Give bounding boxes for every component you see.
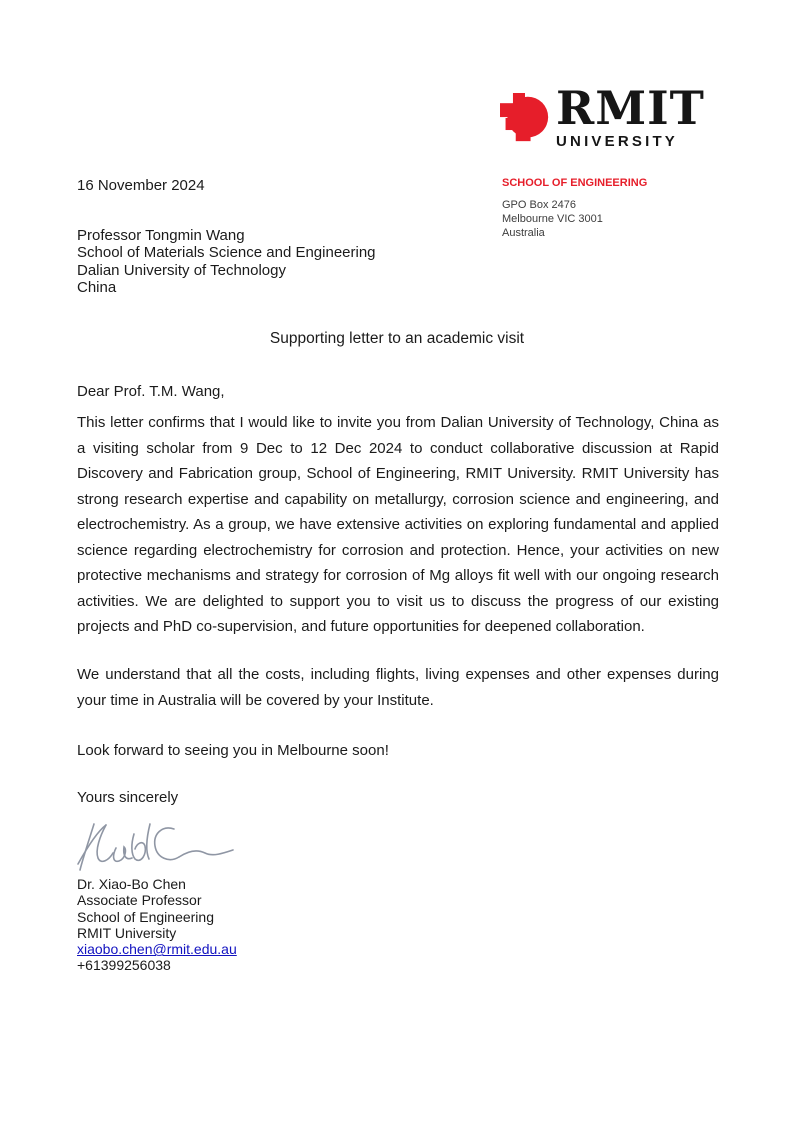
rmit-pixel-ball-icon bbox=[500, 90, 550, 146]
body-paragraph: Look forward to seeing you in Melbourne soon! bbox=[77, 742, 389, 759]
sender-address-line: Australia bbox=[502, 227, 545, 239]
logo-subtext: UNIVERSITY bbox=[556, 133, 679, 150]
logo-text bbox=[556, 81, 705, 150]
body-paragraph: We understand that all the costs, including flights, living expenses and other expenses during your time in Australia will be covered by your Institute. bbox=[77, 666, 719, 709]
rmit-logo bbox=[500, 81, 705, 150]
sender-department: SCHOOL OF ENGINEERING bbox=[502, 177, 648, 189]
signatory-school: School of Engineering bbox=[77, 908, 214, 925]
recipient-name: Professor Tongmin Wang bbox=[77, 227, 245, 244]
body-paragraph: This letter confirms that I would like to invite you from Dalian University of Technology, China as a visiting scholar from 9 Dec to 12 Dec 2024 to conduct collaborative discussion at Rapid Discovery and Fabrication group, School of Engineering, RMIT University. RMIT University has strong research expertise and capability on metallurgy, corrosion science and engineering, and electrochemistry. As a group, we have extensive activities on exploring fundamental and applied science regarding electrochemistry for corrosion and protection. Hence, your activities on new protective mechanisms and strategy for corrosion of Mg alloys fit well with our ongoing research activities. We are delighted to support you to visit us to discuss the progress of our existing projects and PhD co-supervision, and future opportunities for deepened collaboration. bbox=[77, 414, 719, 635]
signatory-title: Associate Professor bbox=[77, 892, 202, 909]
logo-wordmark: RMIT bbox=[556, 81, 705, 135]
sender-address-line: GPO Box 2476 bbox=[502, 199, 576, 211]
closing: Yours sincerely bbox=[77, 789, 179, 806]
signatory-name: Dr. Xiao-Bo Chen bbox=[77, 876, 186, 892]
sender-address bbox=[502, 198, 647, 240]
letter-date: 16 November 2024 bbox=[77, 177, 205, 194]
sender-address-line: Melbourne VIC 3001 bbox=[502, 213, 603, 225]
sender-block bbox=[502, 177, 647, 240]
signatory-phone: +61399256038 bbox=[77, 957, 171, 974]
email-link[interactable]: xiaobo.chen@rmit.edu.au bbox=[77, 941, 237, 958]
signatory-block bbox=[77, 876, 237, 974]
letter-title: Supporting letter to an academic visit bbox=[269, 330, 525, 347]
recipient-department: School of Materials Science and Engineering bbox=[77, 244, 376, 262]
recipient-country: China bbox=[77, 278, 117, 296]
recipient-university: Dalian University of Technology bbox=[77, 261, 286, 279]
recipient-block bbox=[77, 227, 376, 296]
signatory-university: RMIT University bbox=[77, 924, 177, 941]
signature-image bbox=[76, 816, 236, 878]
salutation: Dear Prof. T.M. Wang, bbox=[77, 383, 225, 400]
